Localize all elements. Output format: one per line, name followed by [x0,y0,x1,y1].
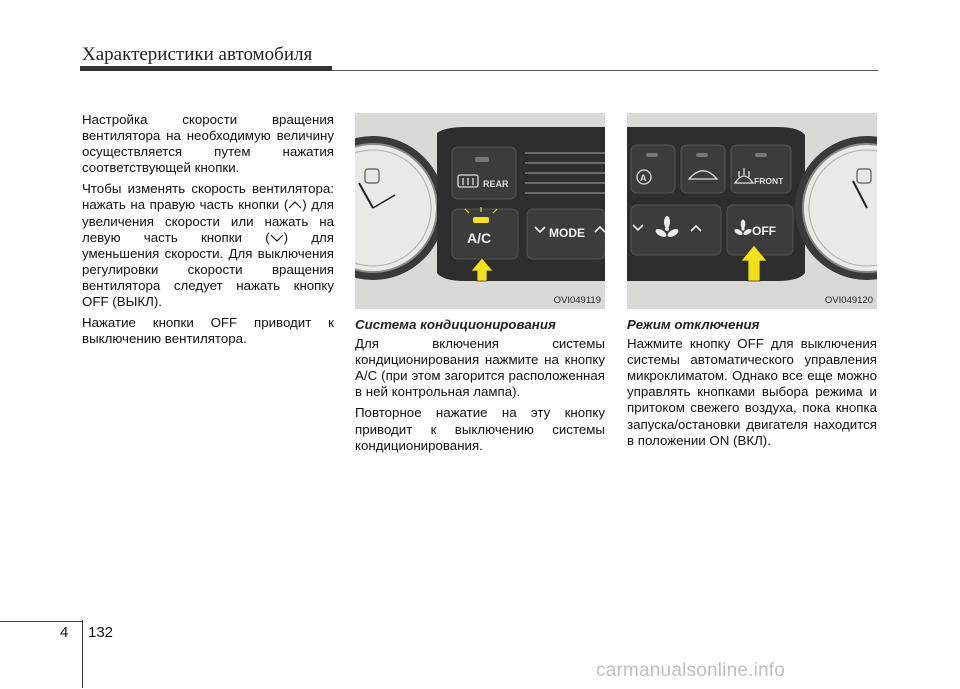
text-column-fan-speed [82,112,334,352]
header-rule-thin [332,70,878,71]
paragraph-ac-off: Повторное нажатие на эту кнопку приводит к выключению системы кондиционирования. [355,405,605,453]
text-part: Чтобы изменять скорость вентилятора: нажать на правую часть кнопки ( [82,181,334,213]
paragraph-fan-intro: Настройка скорости вращения вентилятора на необходимую величину осуществляется путем нажатия соответствующей кнопки. [82,112,334,176]
figure-code: OVI049119 [553,295,601,306]
header-title: Характеристики автомобиля [82,44,313,65]
front-label: FRONT [754,176,784,186]
ac-indicator-lamp [473,217,489,223]
ac-label: A/C [467,230,492,246]
chevron-up-icon [288,200,302,210]
off-label: OFF [752,224,776,238]
paragraph-fan-off: Нажатие кнопки OFF приводит к выключению вентилятора. [82,315,334,347]
climate-panel-rear-illustration [355,113,605,309]
chevron-down-icon [270,233,284,243]
mode-label: MODE [549,226,585,240]
watermark: carmanualsonline.info [596,660,786,681]
paragraph-ac-on: Для включения системы кондиционирования нажмите на кнопку A/C (при этом загорится расположенная в ней контрольная лампа). [355,336,605,400]
footer-rule-horizontal [0,621,82,622]
climate-panel-front-illustration [627,113,877,309]
figure-code: OVI049120 [824,295,873,306]
figure-ac-button [355,113,605,309]
text-part: ) для уменьшения скорости. Для выключения регулировки скорости вращения вентилятора следует нажать кнопку OFF (ВЫКЛ). [82,229,334,310]
paragraph-off-mode: Нажмите кнопку OFF для выключения системы автоматического управления микроклиматом. Однако все еще можно управлять кнопками выбора режима и притоком свежего воздуха, пока кнопка запуска/остановки двигателя находится в положении ON (ВКЛ). [627,336,877,448]
text-column-off-mode [627,317,877,454]
rear-label: REAR [483,179,509,189]
section-heading-ac: Система кондиционирования [355,317,556,332]
section-heading-off-mode: Режим отключения [627,317,760,332]
header-rule-thick [80,66,332,71]
figure-off-button [627,113,877,309]
footer-rule-vertical [82,620,83,688]
svg-text:A: A [640,173,647,183]
chapter-number: 4 [60,624,69,641]
page-number: 132 [88,624,114,641]
paragraph-fan-adjust [82,181,334,310]
text-part: ) для увеличения скорости или нажать на левую часть кнопки ( [82,197,335,245]
text-column-ac [355,317,605,459]
